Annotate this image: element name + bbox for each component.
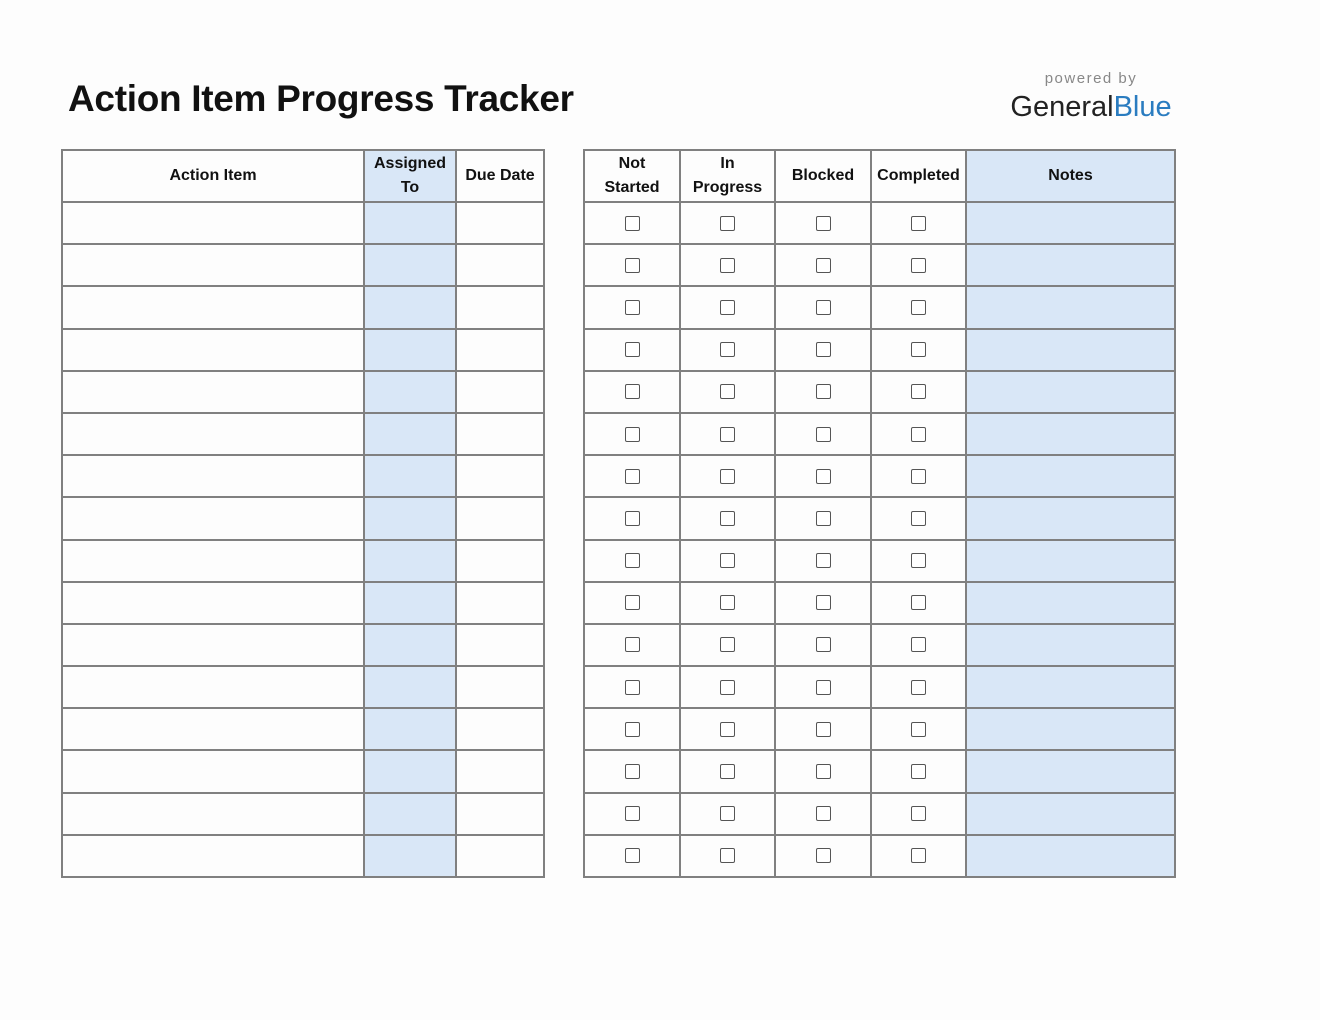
not-started-cell: [584, 666, 680, 708]
assigned-to-cell[interactable]: [364, 286, 456, 328]
due-date-cell[interactable]: [456, 708, 544, 750]
completed-cell: [871, 793, 966, 835]
header-action-item: Action Item: [62, 150, 364, 202]
not-started-checkbox[interactable]: [625, 469, 640, 484]
left-header-row: [62, 150, 544, 202]
action-item-cell[interactable]: [62, 708, 364, 750]
not-started-checkbox[interactable]: [625, 806, 640, 821]
table-row: [584, 750, 1175, 792]
due-date-cell[interactable]: [456, 835, 544, 877]
action-items-table: [61, 149, 545, 878]
notes-cell[interactable]: [966, 540, 1175, 582]
header-not-started-line2: Started: [604, 179, 660, 196]
table-row: [584, 582, 1175, 624]
completed-cell: [871, 540, 966, 582]
notes-cell[interactable]: [966, 708, 1175, 750]
in-progress-checkbox[interactable]: [720, 553, 735, 568]
blocked-cell: [775, 666, 871, 708]
due-date-cell[interactable]: [456, 793, 544, 835]
not-started-checkbox[interactable]: [625, 216, 640, 231]
not-started-checkbox[interactable]: [625, 384, 640, 399]
due-date-cell[interactable]: [456, 202, 544, 244]
due-date-cell[interactable]: [456, 497, 544, 539]
blocked-checkbox[interactable]: [816, 300, 831, 315]
completed-checkbox[interactable]: [911, 258, 926, 273]
in-progress-cell: [680, 582, 775, 624]
notes-cell[interactable]: [966, 202, 1175, 244]
due-date-cell[interactable]: [456, 413, 544, 455]
not-started-checkbox[interactable]: [625, 300, 640, 315]
assigned-to-cell[interactable]: [364, 582, 456, 624]
not-started-checkbox[interactable]: [625, 680, 640, 695]
completed-cell: [871, 371, 966, 413]
blocked-checkbox[interactable]: [816, 722, 831, 737]
notes-cell[interactable]: [966, 835, 1175, 877]
action-item-cell[interactable]: [62, 202, 364, 244]
assigned-to-cell[interactable]: [364, 666, 456, 708]
completed-checkbox[interactable]: [911, 848, 926, 863]
table-row: [62, 371, 544, 413]
table-row: [584, 244, 1175, 286]
table-row: [62, 750, 544, 792]
in-progress-checkbox[interactable]: [720, 469, 735, 484]
action-item-cell[interactable]: [62, 750, 364, 792]
right-header-row: [584, 150, 1175, 202]
table-row: [62, 329, 544, 371]
action-item-cell[interactable]: [62, 244, 364, 286]
in-progress-cell: [680, 708, 775, 750]
action-item-cell[interactable]: [62, 624, 364, 666]
table-row: [62, 624, 544, 666]
blocked-checkbox[interactable]: [816, 258, 831, 273]
completed-checkbox[interactable]: [911, 553, 926, 568]
in-progress-cell: [680, 750, 775, 792]
not-started-checkbox[interactable]: [625, 258, 640, 273]
notes-cell[interactable]: [966, 371, 1175, 413]
completed-cell: [871, 835, 966, 877]
blocked-cell: [775, 455, 871, 497]
completed-cell: [871, 708, 966, 750]
table-row: [584, 371, 1175, 413]
blocked-cell: [775, 286, 871, 328]
powered-by-text: powered by: [1044, 70, 1138, 87]
in-progress-checkbox[interactable]: [720, 680, 735, 695]
table-row: [584, 793, 1175, 835]
blocked-checkbox[interactable]: [816, 806, 831, 821]
blocked-checkbox[interactable]: [816, 553, 831, 568]
brand-logo: [1005, 70, 1177, 124]
table-row: [584, 540, 1175, 582]
not-started-cell: [584, 329, 680, 371]
table-row: [584, 202, 1175, 244]
notes-cell[interactable]: [966, 750, 1175, 792]
blocked-cell: [775, 582, 871, 624]
notes-cell[interactable]: [966, 455, 1175, 497]
table-row: [62, 540, 544, 582]
notes-cell[interactable]: [966, 413, 1175, 455]
notes-cell[interactable]: [966, 286, 1175, 328]
blocked-checkbox[interactable]: [816, 595, 831, 610]
assigned-to-cell[interactable]: [364, 497, 456, 539]
header-notes: Notes: [966, 150, 1175, 202]
due-date-cell[interactable]: [456, 244, 544, 286]
in-progress-cell: [680, 497, 775, 539]
not-started-checkbox[interactable]: [625, 595, 640, 610]
header-in-progress-line1: In: [720, 155, 735, 172]
blocked-cell: [775, 244, 871, 286]
action-item-cell[interactable]: [62, 540, 364, 582]
blocked-checkbox[interactable]: [816, 342, 831, 357]
header-assigned-to-line2: To: [400, 179, 420, 196]
in-progress-checkbox[interactable]: [720, 511, 735, 526]
action-item-cell[interactable]: [62, 413, 364, 455]
completed-checkbox[interactable]: [911, 384, 926, 399]
in-progress-cell: [680, 624, 775, 666]
header-in-progress: [680, 150, 775, 202]
table-row: [584, 455, 1175, 497]
not-started-checkbox[interactable]: [625, 511, 640, 526]
completed-cell: [871, 666, 966, 708]
blocked-cell: [775, 413, 871, 455]
table-row: [62, 286, 544, 328]
in-progress-checkbox[interactable]: [720, 595, 735, 610]
action-item-cell[interactable]: [62, 666, 364, 708]
table-row: [584, 708, 1175, 750]
progress-status-table: [583, 149, 1176, 878]
not-started-cell: [584, 624, 680, 666]
not-started-cell: [584, 286, 680, 328]
completed-checkbox[interactable]: [911, 680, 926, 695]
table-row: [62, 497, 544, 539]
not-started-cell: [584, 540, 680, 582]
notes-cell[interactable]: [966, 497, 1175, 539]
in-progress-cell: [680, 371, 775, 413]
completed-checkbox[interactable]: [911, 637, 926, 652]
in-progress-cell: [680, 286, 775, 328]
not-started-cell: [584, 793, 680, 835]
blocked-cell: [775, 624, 871, 666]
assigned-to-cell[interactable]: [364, 750, 456, 792]
completed-checkbox[interactable]: [911, 806, 926, 821]
completed-checkbox[interactable]: [911, 300, 926, 315]
blocked-cell: [775, 750, 871, 792]
blocked-checkbox[interactable]: [816, 469, 831, 484]
assigned-to-cell[interactable]: [364, 413, 456, 455]
assigned-to-cell[interactable]: [364, 835, 456, 877]
completed-checkbox[interactable]: [911, 342, 926, 357]
completed-checkbox[interactable]: [911, 216, 926, 231]
in-progress-cell: [680, 413, 775, 455]
not-started-checkbox[interactable]: [625, 427, 640, 442]
header-completed: Completed: [871, 150, 966, 202]
completed-checkbox[interactable]: [911, 722, 926, 737]
not-started-cell: [584, 582, 680, 624]
in-progress-cell: [680, 666, 775, 708]
in-progress-checkbox[interactable]: [720, 637, 735, 652]
action-item-cell[interactable]: [62, 455, 364, 497]
assigned-to-cell[interactable]: [364, 202, 456, 244]
blocked-cell: [775, 835, 871, 877]
completed-checkbox[interactable]: [911, 469, 926, 484]
blocked-checkbox[interactable]: [816, 384, 831, 399]
completed-cell: [871, 582, 966, 624]
completed-cell: [871, 750, 966, 792]
in-progress-cell: [680, 793, 775, 835]
not-started-cell: [584, 413, 680, 455]
table-row: [62, 413, 544, 455]
table-row: [62, 202, 544, 244]
not-started-cell: [584, 455, 680, 497]
blocked-checkbox[interactable]: [816, 764, 831, 779]
completed-checkbox[interactable]: [911, 764, 926, 779]
header-blocked: Blocked: [775, 150, 871, 202]
completed-checkbox[interactable]: [911, 427, 926, 442]
not-started-cell: [584, 202, 680, 244]
completed-cell: [871, 244, 966, 286]
notes-cell[interactable]: [966, 624, 1175, 666]
in-progress-checkbox[interactable]: [720, 806, 735, 821]
blocked-cell: [775, 371, 871, 413]
not-started-checkbox[interactable]: [625, 637, 640, 652]
table-row: [62, 835, 544, 877]
action-item-cell[interactable]: [62, 286, 364, 328]
completed-cell: [871, 624, 966, 666]
completed-cell: [871, 455, 966, 497]
assigned-to-cell[interactable]: [364, 244, 456, 286]
due-date-cell[interactable]: [456, 582, 544, 624]
due-date-cell[interactable]: [456, 540, 544, 582]
completed-cell: [871, 413, 966, 455]
completed-checkbox[interactable]: [911, 511, 926, 526]
table-row: [584, 413, 1175, 455]
action-item-cell[interactable]: [62, 371, 364, 413]
completed-cell: [871, 286, 966, 328]
blocked-cell: [775, 202, 871, 244]
due-date-cell[interactable]: [456, 371, 544, 413]
in-progress-checkbox[interactable]: [720, 216, 735, 231]
in-progress-checkbox[interactable]: [720, 258, 735, 273]
table-row: [62, 455, 544, 497]
in-progress-checkbox[interactable]: [720, 764, 735, 779]
blocked-cell: [775, 540, 871, 582]
table-row: [584, 624, 1175, 666]
page-title: Action Item Progress Tracker: [68, 78, 574, 119]
assigned-to-cell[interactable]: [364, 329, 456, 371]
not-started-cell: [584, 371, 680, 413]
completed-checkbox[interactable]: [911, 595, 926, 610]
logo-general-text: General: [1010, 91, 1114, 123]
notes-cell[interactable]: [966, 582, 1175, 624]
not-started-cell: [584, 244, 680, 286]
table-row: [62, 666, 544, 708]
table-row: [584, 497, 1175, 539]
in-progress-cell: [680, 455, 775, 497]
blocked-cell: [775, 329, 871, 371]
due-date-cell[interactable]: [456, 329, 544, 371]
not-started-cell: [584, 497, 680, 539]
blocked-cell: [775, 708, 871, 750]
completed-cell: [871, 202, 966, 244]
header-not-started-line1: Not: [618, 155, 646, 172]
notes-cell[interactable]: [966, 793, 1175, 835]
table-row: [584, 286, 1175, 328]
blocked-checkbox[interactable]: [816, 511, 831, 526]
not-started-checkbox[interactable]: [625, 848, 640, 863]
not-started-cell: [584, 750, 680, 792]
header-not-started: [584, 150, 680, 202]
in-progress-checkbox[interactable]: [720, 427, 735, 442]
in-progress-checkbox[interactable]: [720, 384, 735, 399]
table-row: [584, 835, 1175, 877]
not-started-checkbox[interactable]: [625, 722, 640, 737]
in-progress-cell: [680, 835, 775, 877]
not-started-checkbox[interactable]: [625, 553, 640, 568]
header-assigned-to-line1: Assigned: [373, 155, 446, 172]
assigned-to-cell[interactable]: [364, 455, 456, 497]
action-item-cell[interactable]: [62, 835, 364, 877]
logo-blue-text: Blue: [1113, 91, 1172, 123]
assigned-to-cell[interactable]: [364, 371, 456, 413]
in-progress-checkbox[interactable]: [720, 300, 735, 315]
table-row: [62, 708, 544, 750]
header-due-date: Due Date: [456, 150, 544, 202]
due-date-cell[interactable]: [456, 624, 544, 666]
due-date-cell[interactable]: [456, 666, 544, 708]
assigned-to-cell[interactable]: [364, 708, 456, 750]
assigned-to-cell[interactable]: [364, 793, 456, 835]
table-row: [584, 329, 1175, 371]
header-assigned-to: [364, 150, 456, 202]
not-started-checkbox[interactable]: [625, 342, 640, 357]
not-started-cell: [584, 835, 680, 877]
in-progress-checkbox[interactable]: [720, 722, 735, 737]
blocked-checkbox[interactable]: [816, 848, 831, 863]
table-row: [584, 666, 1175, 708]
blocked-cell: [775, 497, 871, 539]
action-item-cell[interactable]: [62, 497, 364, 539]
assigned-to-cell[interactable]: [364, 624, 456, 666]
blocked-cell: [775, 793, 871, 835]
blocked-checkbox[interactable]: [816, 637, 831, 652]
header-in-progress-line2: Progress: [692, 179, 763, 196]
in-progress-cell: [680, 540, 775, 582]
table-row: [62, 582, 544, 624]
in-progress-checkbox[interactable]: [720, 848, 735, 863]
not-started-cell: [584, 708, 680, 750]
in-progress-cell: [680, 244, 775, 286]
due-date-cell[interactable]: [456, 286, 544, 328]
completed-cell: [871, 329, 966, 371]
action-item-cell[interactable]: [62, 329, 364, 371]
due-date-cell[interactable]: [456, 455, 544, 497]
notes-cell[interactable]: [966, 666, 1175, 708]
notes-cell[interactable]: [966, 329, 1175, 371]
not-started-checkbox[interactable]: [625, 764, 640, 779]
blocked-checkbox[interactable]: [816, 427, 831, 442]
blocked-checkbox[interactable]: [816, 680, 831, 695]
action-item-cell[interactable]: [62, 793, 364, 835]
in-progress-cell: [680, 329, 775, 371]
blocked-checkbox[interactable]: [816, 216, 831, 231]
assigned-to-cell[interactable]: [364, 540, 456, 582]
action-item-cell[interactable]: [62, 582, 364, 624]
table-row: [62, 244, 544, 286]
due-date-cell[interactable]: [456, 750, 544, 792]
general-blue-logo: [1005, 90, 1177, 124]
in-progress-checkbox[interactable]: [720, 342, 735, 357]
table-row: [62, 793, 544, 835]
completed-cell: [871, 497, 966, 539]
in-progress-cell: [680, 202, 775, 244]
notes-cell[interactable]: [966, 244, 1175, 286]
